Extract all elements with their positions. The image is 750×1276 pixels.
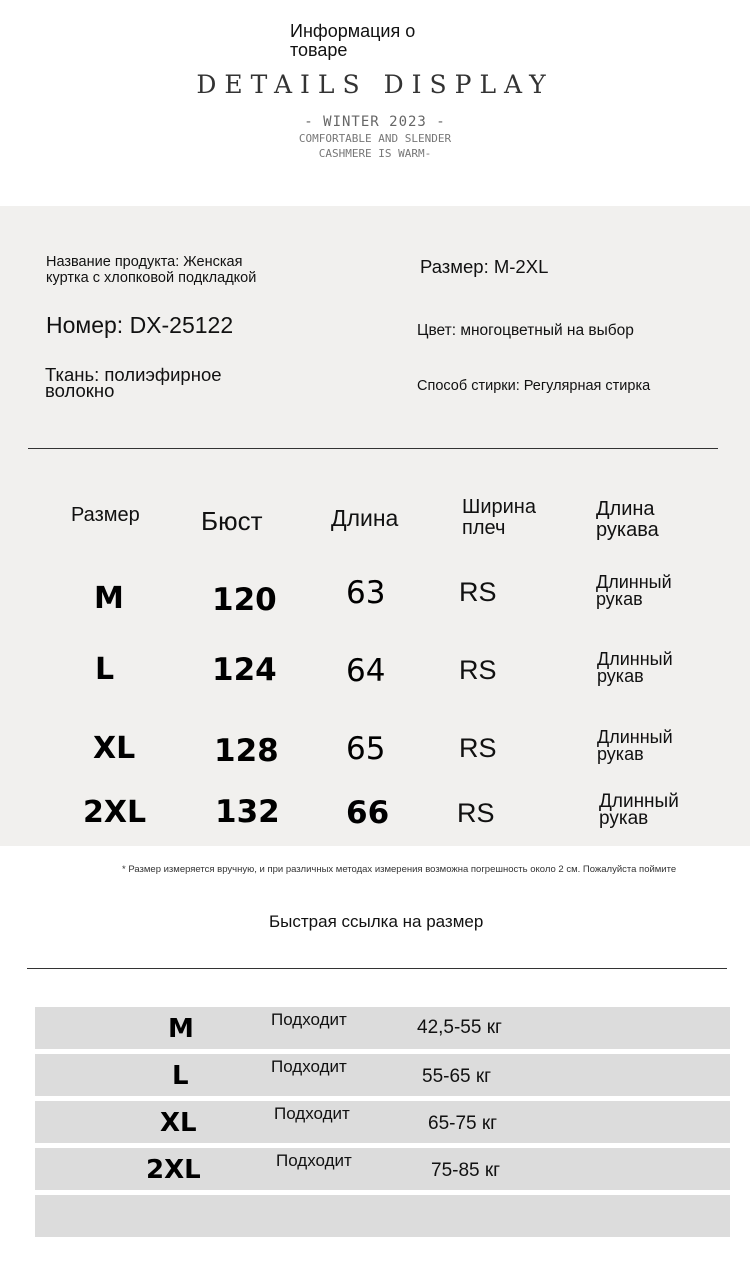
reference-row-empty <box>35 1195 730 1237</box>
section-divider <box>28 448 718 449</box>
table-cell-length: 65 <box>346 731 386 767</box>
page-title: Информация о товаре <box>290 21 416 60</box>
table-cell-sleeve: Длинный рукав <box>599 791 679 829</box>
size-reference-title: Быстрая ссылка на размер <box>269 912 484 931</box>
table-cell-bust: 120 <box>212 582 277 618</box>
table-cell-sleeve: Длинный рукав <box>596 572 672 609</box>
reference-fit: Подходит <box>274 1104 350 1123</box>
reference-size: L <box>172 1061 189 1091</box>
table-cell-size: L <box>95 652 115 687</box>
reference-weight: 42,5-55 кг <box>417 1017 502 1038</box>
header-length: Длина <box>331 505 399 531</box>
product-color: Цвет: многоцветный на выбор <box>417 322 634 339</box>
table-cell-size: M <box>94 581 124 616</box>
table-cell-length: 66 <box>346 795 390 831</box>
header-bust: Бюст <box>201 506 263 536</box>
product-name: Название продукта: Женская куртка с хлопковой подкладкой <box>46 254 257 286</box>
product-number: Номер: DX-25122 <box>46 312 234 338</box>
table-cell-bust: 132 <box>215 794 280 830</box>
header-size: Размер <box>71 504 140 526</box>
reference-row <box>35 1054 730 1096</box>
tagline-line-1: COMFORTABLE AND SLENDER <box>298 132 452 145</box>
table-cell-sleeve: Длинный рукав <box>597 727 673 764</box>
table-cell-bust: 128 <box>214 733 279 769</box>
table-cell-shoulder: RS <box>459 733 497 763</box>
table-cell-size: XL <box>93 731 136 766</box>
product-fabric: Ткань: полиэфирное волокно <box>45 364 222 401</box>
table-cell-sleeve: Длинный рукав <box>597 649 673 686</box>
table-cell-shoulder: RS <box>459 577 497 607</box>
reference-size: 2XL <box>146 1155 201 1185</box>
table-cell-shoulder: RS <box>459 655 497 685</box>
tagline-line-2: CASHMERE IS WARM- <box>318 147 432 160</box>
reference-row <box>35 1007 730 1049</box>
reference-fit: Подходит <box>276 1151 352 1170</box>
reference-divider <box>27 968 727 969</box>
reference-fit: Подходит <box>271 1057 347 1076</box>
table-cell-bust: 124 <box>212 652 277 688</box>
table-cell-shoulder: RS <box>457 798 495 828</box>
reference-size: M <box>168 1014 194 1044</box>
reference-fit: Подходит <box>271 1010 347 1029</box>
product-wash: Способ стирки: Регулярная стирка <box>417 378 651 394</box>
table-cell-length: 63 <box>346 575 386 611</box>
season-label: - WINTER 2023 - <box>304 114 446 130</box>
reference-weight: 75-85 кг <box>431 1160 501 1181</box>
details-display-heading: DETAILS DISPLAY <box>196 70 554 99</box>
reference-row <box>35 1101 730 1143</box>
reference-row <box>35 1148 730 1190</box>
reference-size: XL <box>160 1108 197 1138</box>
table-cell-size: 2XL <box>83 795 147 830</box>
reference-weight: 55-65 кг <box>422 1066 492 1087</box>
reference-weight: 65-75 кг <box>428 1113 498 1134</box>
header-shoulder: Ширина плеч <box>462 496 536 539</box>
header-sleeve: Длина рукава <box>596 498 659 541</box>
measurement-note: * Размер измеряется вручную, и при различных методах измерения возможна погрешность около 2 см. Пожалуйста поймите <box>122 864 677 875</box>
product-size-range: Размер: M-2XL <box>420 256 549 277</box>
table-cell-length: 64 <box>346 653 386 689</box>
